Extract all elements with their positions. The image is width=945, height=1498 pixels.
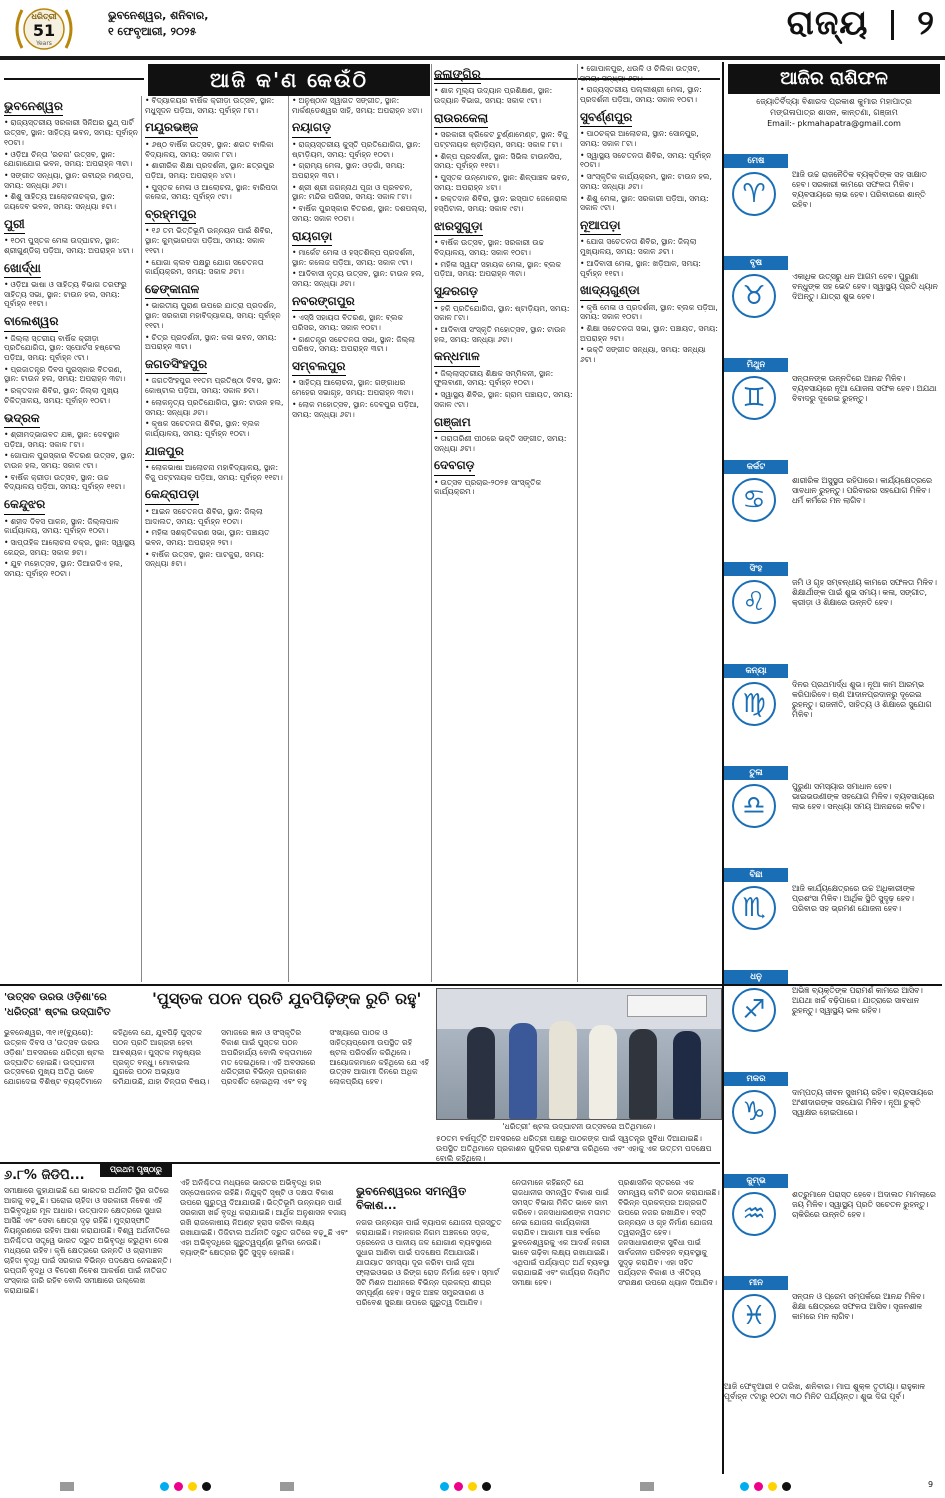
column-divider — [288, 96, 289, 982]
event-item: • ଆଦିବାସୀ ମେଳା, ସ୍ଥାନ: ଖଡ଼ିଆଳ, ସମୟ: ପୂର୍ବାହ୍ନ ୧୧ଟା। — [580, 259, 720, 278]
feature-kicker-line2: 'ଧରିତ୍ରୀ' ଷ୍ଟଲ ଉଦ୍‌ଘାଟିତ — [4, 1007, 111, 1018]
logo-name: ଧରିତ୍ରୀ — [31, 12, 57, 21]
event-item: • ଶ୍ରୀ ଶ୍ରୀ ଜଗନ୍ନାଥ ପୂଜା ଓ ପ୍ରବଚନ, ସ୍ଥାନ: ମନ୍ଦିର ପରିସର, ସମୟ: ସକାଳ ୮ଟା। — [292, 183, 428, 202]
gdp-headline: ୬.୮% ଜିଡିପି... — [4, 1168, 85, 1183]
zodiac-icon: ♍ — [732, 682, 776, 726]
event-item: • ଶହୀଦ ଦିବସ ପାଳନ, ସ୍ଥାନ: ଜିଲ୍ଲାପାଳ କାର୍ଯ୍ୟାଳୟ, ସମୟ: ପୂର୍ବାହ୍ନ ୧୦ଟା। — [4, 517, 138, 536]
event-item: • ତାରାତାରିଣୀ ପୀଠରେ ଭକ୍ତି ସଙ୍ଗୀତ, ସମୟ: ସନ୍ଧ୍ୟା ୬ଟା। — [434, 434, 574, 453]
horoscope-sign — [724, 154, 942, 252]
event-item: • ହକି ପ୍ରତିଯୋଗିତା, ସ୍ଥାନ: ଷ୍ଟାଡ଼ିୟମ, ସମୟ: ସକାଳ ୮ଟା। — [434, 304, 574, 323]
banner-rule-left — [4, 78, 144, 80]
event-item: • ବାର୍ଷିକ ପୁରସ୍କାର ବିତରଣ, ସ୍ଥାନ: ଦଶପଲ୍ଲା, ସମୟ: ସକାଳ ୧୦ଟା। — [292, 204, 428, 223]
page-marker: 9 — [928, 1480, 934, 1489]
event-item: • ମାର୍କେଟ ମେଳା ଓ ହସ୍ତଶିଳ୍ପ ପ୍ରଦର୍ଶନୀ, ସ୍ଥାନ: କଲେଜ ପଡ଼ିଆ, ସମୟ: ସକାଳ ୯ଟା। — [292, 248, 428, 267]
city-heading: ଭଦ୍ରକ — [4, 411, 40, 428]
city-heading: ନୟାଗଡ଼ — [292, 120, 331, 137]
city-heading: ବାଲେଶ୍ୱର — [4, 314, 58, 331]
event-item: • ଭାରତୀୟ ପୁରାଣ ଉପରେ ଯାତ୍ରା ପ୍ରଦର୍ଶନ, ସ୍ଥାନ: ସରକାରୀ ମହାବିଦ୍ୟାଳୟ, ସମୟ: ପୂର୍ବାହ୍ନ ୧୧ଟା। — [145, 301, 285, 330]
event-item: • ଶିଶୁ ମେଳା, ସ୍ଥାନ: ସରକାରୀ ପଡ଼ିଆ, ସମୟ: ସକାଳ ୯ଟା। — [580, 194, 720, 213]
city-heading: ମୟୂରଭଞ୍ଜ — [145, 120, 198, 137]
sign-forecast: ଜମି ଓ ଗୃହ ସମ୍ବନ୍ଧୀୟ କାମରେ ସଫଳତା ମିଳିବ। ଶିକ୍ଷାର୍ଥୀଙ୍କ ପାଇଁ ଶୁଭ ସମୟ। କଳା, ସଙ୍ଗୀତ, କ୍ରୀଡ଼ା ଓ ଶିକ୍ଷାରେ ଉନ୍ନତି ହେବ। — [792, 578, 937, 608]
feature-kicker — [4, 990, 152, 1024]
event-item: • ସ୍ୱାସ୍ଥ୍ୟ ଶିବିର, ସ୍ଥାନ: ଗ୍ରାମ ପଞ୍ଚାୟତ, ସମୟ: ସକାଳ ୯ଟା। — [434, 390, 574, 409]
city-heading: ବ୍ରହ୍ମପୁର — [145, 207, 196, 224]
sign-forecast: ଶାରୀରିକ ଅସୁସ୍ଥତା ରହିପାରେ। କାର୍ଯ୍ୟକ୍ଷେତ୍ରରେ ସାବଧାନ ରୁହନ୍ତୁ। ପରିବାରର ସହଯୋଗ ମିଳିବ। ଧର୍ମ କର୍ମରେ ମନ ଲାଗିବ। — [792, 476, 932, 506]
page-title — [785, 2, 935, 52]
horoscope-address: ମଙ୍ଗଳାପାତ୍ର ଶାସନ, କାନ୍ତଣା, ଗଞ୍ଜାମ — [770, 108, 898, 118]
horoscope-author: ଜ୍ୟୋତିର୍ବିଦ୍ୟା ବିଶାରଦ ପ୍ରକାଶ କୁମାର ମହାପାତ୍ର — [756, 97, 912, 106]
sign-name: ମୀନ — [724, 1276, 788, 1290]
dateline-date: ୧ ଫେବୃଆରୀ, ୨୦୨୫ — [108, 24, 197, 38]
sign-forecast: ସନ୍ତାନଙ୍କ ଉନ୍ନତିରେ ଆନନ୍ଦ ମିଳିବ। ବ୍ୟବସାୟରେ ନୂଆ ଯୋଜନା ସଫଳ ହେବ। ଅଯଥା ବିବାଦରୁ ଦୂରେଇ ରୁହନ୍ତୁ। — [792, 374, 937, 404]
horoscope-sign — [724, 664, 942, 762]
events-column-4 — [434, 64, 574, 982]
city-heading: ନୂଆପଡ଼ା — [580, 218, 621, 235]
event-item: • ଲୋକଭାଷା ଆଲୋଚନା ମହାବିଦ୍ୟାଳୟ, ସ୍ଥାନ: ବିଜୁ ପଟ୍ଟନାୟକ ପଡ଼ିଆ, ସମୟ: ପୂର୍ବାହ୍ନ ୧୧ଟା। — [145, 463, 285, 482]
event-item: • ପୁସ୍ତକ ମେଳା ଓ ଆଲୋଚନା, ସ୍ଥାନ: ବାରିପଦା କଲେଜ, ସମୟ: ପୂର୍ବାହ୍ନ ୯ଟା। — [145, 183, 285, 202]
city-heading: ଜଗତସିଂହପୁର — [145, 357, 207, 374]
event-item: • ଗୋପାଳପୁର, ଧଉଳି ଓ ଚିଲିକା ଉତ୍ସବ, ସମୟ: ସନ୍ଧ୍ୟା ୬ଟା। — [580, 64, 720, 83]
horoscope-sign — [724, 1276, 942, 1374]
event-item: • ଓଡ଼ିଆ ଚିନ୍ତା 'ରଚନା' ଉତ୍ସବ, ସ୍ଥାନ: ଯୋଗାଯୋଗ ଭବନ, ସମୟ: ଅପରାହ୍ନ ୩ଟା। — [4, 150, 138, 169]
bhubaneswar-story-col2: ନେତାମାନେ କହିଛନ୍ତି ଯେ ରାଜଧାନୀର ସମନ୍ୱିତ ବିକାଶ ପାଇଁ ସମସ୍ତ ବିଭାଗ ମିଳିତ ଭାବେ କାମ କରିବେ। ଜନସାଧାରଣଙ୍କ ମତାମତ ନେଇ ଯୋଜନା କାର୍ଯ୍ୟକାରୀ କରାଯିବ। ଆଗାମୀ ପାଞ୍ଚ ବର୍ଷରେ ଭୁବନେଶ୍ୱରକୁ ଏକ ଆଦର୍ଶ ନଗରୀ ଭାବେ ଗଢ଼ିବା ଲକ୍ଷ୍ୟ ରଖାଯାଇଛି। ଏଥିପାଇଁ ପର୍ଯ୍ୟାପ୍ତ ଅର୍ଥ ବ୍ୟବସ୍ଥା କରାଯାଇଛି ଏବଂ କାର୍ଯ୍ୟର ନିୟମିତ ସମୀକ୍ଷା ହେବ। — [512, 1178, 611, 1288]
event-item: • ଜିଲ୍ଲାସ୍ତରୀୟ ଶିକ୍ଷକ ସମ୍ମିଳନୀ, ସ୍ଥାନ: ଫୁଲବାଣୀ, ସମୟ: ପୂର୍ବାହ୍ନ ୧୦ଟା। — [434, 369, 574, 388]
bhubaneswar-story-col1: ନଗର ଉନ୍ନୟନ ପାଇଁ ବ୍ୟାପକ ଯୋଜନା ପ୍ରସ୍ତୁତ କରାଯାଇଛି। ମହାନଗର ନିଗମ ଅଞ୍ଚଳରେ ସଡ଼କ, ଡ୍ରେନେଜ ଓ ପାନୀୟ ଜଳ ଯୋଗାଣ ବ୍ୟବସ୍ଥାରେ ସୁଧାର ଆଣିବା ପାଇଁ ପଦକ୍ଷେପ ନିଆଯାଉଛି। ଯାତାୟାତ ସମସ୍ୟା ଦୂର କରିବା ପାଇଁ ନୂଆ ଫ୍ଲାଇଓଭର ଓ ରିଙ୍ଗ ରୋଡ ନିର୍ମାଣ ହେବ। ସ୍ମାର୍ଟ ସିଟି ମିଶନ ଅଧୀନରେ ବିଭିନ୍ନ ପ୍ରକଳ୍ପ ଶୀଘ୍ର ସମ୍ପୂର୍ଣ୍ଣ ହେବ। ସବୁଜ ଅଞ୍ଚଳ ସମ୍ପ୍ରସାରଣ ଓ ପରିବେଶ ସୁରକ୍ଷା ଉପରେ ଗୁରୁତ୍ୱ ଦିଆଯିବ। — [356, 1218, 502, 1308]
feature-photo-caption: 'ଧରିତ୍ରୀ' ଷ୍ଟଲ ଉଦ୍‌ଘାଟନୀ ଉତ୍ସବରେ ଅତିଥିମାନେ। — [502, 1122, 656, 1131]
logo-sub: Years — [36, 40, 52, 47]
horoscope-sign — [724, 1174, 942, 1272]
city-heading: ଖୋର୍ଦ୍ଧା — [4, 261, 41, 278]
dateline-place: ଭୁବନେଶ୍ୱର, ଶନିବାର, — [108, 9, 209, 22]
feature-photo — [436, 988, 722, 1120]
event-item: • କୃଷି ମେଳା ଓ ପ୍ରଦର୍ଶନୀ, ସ୍ଥାନ: ବ୍ଲକ ପଡ଼ିଆ, ସମୟ: ସକାଳ ୧୦ଟା। — [580, 303, 720, 322]
page-number: ୨ — [917, 3, 935, 43]
sign-forecast: ଆଜି ଉଚ୍ଚ ରାଜନୈତିକ ବ୍ୟକ୍ତିଙ୍କ ସହ ସାକ୍ଷାତ ହେବ। ସରକାରୀ କାମରେ ସଫଳତା ମିଳିବ। ବ୍ୟବସାୟରେ ଲାଭ ହେବ। ପରିବାରରେ ଶାନ୍ତି ରହିବ। — [792, 170, 927, 210]
logo-years: 51 — [32, 21, 56, 40]
event-item: • ରକ୍ତଦାନ ଶିବିର, ସ୍ଥାନ: ଜିଲ୍ଲା ମୁଖ୍ୟ ଚିକିତ୍ସାଳୟ, ସମୟ: ପୂର୍ବାହ୍ନ ୧୦ଟା। — [4, 386, 138, 405]
sign-forecast: ଏକାଧିକ ଉତ୍ସରୁ ଧନ ଆଗମ ହେବ। ପୁରୁଣା ବନ୍ଧୁଙ୍କ ସହ ଭେଟ ହେବ। ସ୍ୱାସ୍ଥ୍ୟ ପ୍ରତି ଧ୍ୟାନ ଦିଅନ୍ତୁ। ଯାତ୍ରା ଶୁଭ ହେବ। — [792, 272, 938, 302]
event-item: • ବିଦ୍ୟାଳୟର ବାର୍ଷିକ କ୍ରୀଡ଼ା ଉତ୍ସବ, ସ୍ଥାନ: ମଧୁସୂଦନ ପଡ଼ିଆ, ସମୟ: ପୂର୍ବାହ୍ନ ୮ଟା। — [145, 96, 285, 115]
sign-name: ମେଷ — [724, 154, 788, 168]
sign-forecast: ଶତ୍ରୁମାନେ ପରାସ୍ତ ହେବେ। ଅଦାଲତ ମାମଲାରେ ଜୟ ମିଳିବ। ସ୍ୱାସ୍ଥ୍ୟ ପ୍ରତି ସଚେତନ ରୁହନ୍ତୁ। ଚାକିରିରେ ଉନ୍ନତି ହେବ। — [792, 1190, 936, 1220]
event-item: • ବାର୍ଷିକ ଉତ୍ସବ, ସ୍ଥାନ: ପାଟକୁରା, ସମୟ: ସନ୍ଧ୍ୟା ୫ଟା। — [145, 550, 285, 569]
sign-name: ତୁଳା — [724, 766, 788, 780]
event-item: • ରକ୍ତଦାନ ଶିବିର, ସ୍ଥାନ: ଇସ୍ପାତ ଜେନେରାଲ ହସ୍ପିଟାଲ, ସମୟ: ସକାଳ ୯ଟା। — [434, 194, 574, 213]
sign-name: ମିଥୁନ — [724, 358, 788, 372]
zodiac-icon: ♎ — [732, 784, 776, 828]
gdp-story-col1: ସମୀକ୍ଷାରେ କୁହାଯାଇଛି ଯେ ଭାରତର ଅର୍ଥନୀତି ସ୍ଥିର ଗତିରେ ଆଗକୁ ବଢ଼ୁଛି। ଘରୋଇ ଚାହିଦା ଓ ସରକାରୀ ନିବେଶ ଏହି ଅଭିବୃଦ୍ଧିର ମୂଳ ଆଧାର। ଉତ୍ପାଦନ କ୍ଷେତ୍ରରେ ସୁଧାର ଆସିଛି ଏବଂ ସେବା କ୍ଷେତ୍ର ଦୃଢ଼ ରହିଛି। ମୁଦ୍ରାସ୍ଫୀତି ନିୟନ୍ତ୍ରଣରେ ରହିବା ଆଶା କରାଯାଉଛି। ବିଶ୍ୱ ଅର୍ଥନୀତିରେ ଅନିଶ୍ଚିତତା ସତ୍ତ୍ୱେ ଭାରତ ଦ୍ରୁତ ଅଭିବୃଦ୍ଧି କରୁଥିବା ଦେଶ ମଧ୍ୟରେ ରହିବ। କୃଷି କ୍ଷେତ୍ରରେ ଉନ୍ନତି ଓ ଗ୍ରାମାଞ୍ଚଳ ଚାହିଦା ବୃଦ୍ଧି ପାଇଁ ସରକାର ବିଭିନ୍ନ ପଦକ୍ଷେପ ନେଇଛନ୍ତି। ରପ୍ତାନି ବୃଦ୍ଧି ଓ ବିଦେଶୀ ନିବେଶ ଆକର୍ଷଣ ପାଇଁ ନୀତିଗତ ସଂସ୍କାର ଜାରି ରହିବ ବୋଲି ସମୀକ୍ଷାରେ ଉଲ୍ଲେଖ କରାଯାଇଛି। — [4, 1186, 172, 1296]
zodiac-icon: ♌ — [732, 580, 776, 624]
print-registration-marks — [0, 1478, 945, 1498]
city-heading: କେନ୍ଦ୍ରାପଡ଼ା — [145, 487, 199, 504]
sign-name: କୁମ୍ଭ — [724, 1174, 788, 1188]
city-heading: ଯାଜପୁର — [145, 444, 184, 461]
horoscope-sign — [724, 460, 942, 558]
event-item: • ପ୍ରଜାତନ୍ତ୍ର ଦିବସ ପୁରସ୍କାର ବିତରଣ, ସ୍ଥାନ: ଟାଉନ ହଲ, ସମୟ: ଅପରାହ୍ନ ୩ଟା। — [4, 365, 138, 384]
horoscope-sign — [724, 256, 942, 354]
zodiac-icon: ♒ — [732, 1192, 776, 1236]
masthead-logo — [8, 4, 80, 54]
sign-forecast: ଆଜି କାର୍ଯ୍ୟକ୍ଷେତ୍ରରେ ଉଚ୍ଚ ଅଧିକାରୀଙ୍କ ପ୍ରଶଂସା ମିଳିବ। ଆର୍ଥିକ ସ୍ଥିତି ସୁଦୃଢ଼ ହେବ। ପରିବାର ସହ ଭ୍ରମଣ ଯୋଜନା ହେବ। — [792, 884, 915, 914]
event-item: • ଆଦିବାସୀ ସଂସ୍କୃତି ମହୋତ୍ସବ, ସ୍ଥାନ: ଟାଉନ ହଲ, ସମୟ: ସନ୍ଧ୍ୟା ୬ଟା। — [434, 325, 574, 344]
horoscope-email: Email:- pkmahapatra@gmail.com — [767, 119, 901, 129]
sign-forecast: ଅଭିଜ୍ଞ ବ୍ୟକ୍ତିଙ୍କ ପରାମର୍ଶ କାମରେ ଆସିବ। ଅଯଥା ଖର୍ଚ୍ଚ ବଢ଼ିପାରେ। ଯାତ୍ରାରେ ସାବଧାନ ରୁହନ୍ତୁ। ସ୍ୱାସ୍ଥ୍ୟ ଭଲ ରହିବ। — [792, 986, 923, 1016]
sign-forecast: ସନ୍ତାନ ଓ ପ୍ରେମ ସମ୍ପର୍କରେ ଆନନ୍ଦ ମିଳିବ। ଶିକ୍ଷା କ୍ଷେତ୍ରରେ ସଫଳତା ଆସିବ। ସୃଜନଶୀଳ କାମରେ ମନ ଲାଗିବ। — [792, 1292, 925, 1322]
event-item: • ଗ୍ରାମ୍ୟ ମେଳା, ସ୍ଥାନ: ଓଡ଼ଗାଁ, ସମୟ: ଅପରାହ୍ନ ୩ଟା। — [292, 161, 428, 180]
event-item: • ୧୦ମ ପୁସ୍ତକ ମେଳା ଉଦ୍‌ଘାଟନ, ସ୍ଥାନ: ଶ୍ରୀଗୁଣ୍ଡିଚା ପଡ଼ିଆ, ସମୟ: ଅପରାହ୍ନ ୪ଟା। — [4, 236, 138, 255]
city-heading: ଢେଙ୍କାନାଳ — [145, 282, 199, 299]
column-divider — [577, 64, 578, 982]
event-item: • ଶ୍ରୀମଦ୍‌ଭାଗବତ ଯଜ୍ଞ, ସ୍ଥାନ: ଦେବସ୍ଥାନ ପଡ଼ିଆ, ସମୟ: ସକାଳ ୮ଟା। — [4, 430, 138, 449]
city-heading: ଭୁବନେଶ୍ୱର — [4, 99, 63, 116]
event-item: • ଶିକ୍ଷା ସଚେତନତା ସଭା, ସ୍ଥାନ: ପଞ୍ଚାୟତ, ସମୟ: ଅପରାହ୍ନ ୨ଟା। — [580, 324, 720, 343]
zodiac-icon: ♓ — [732, 1294, 776, 1338]
horoscope-sign — [724, 562, 942, 660]
event-item: • ଶାକ ମୂଲ୍ୟ ଉଦ୍ୟାନ ପ୍ରଶିକ୍ଷଣ, ସ୍ଥାନ: ଉଦ୍ୟାନ ବିଭାଗ, ସମୟ: ସକାଳ ୯ଟା। — [434, 86, 574, 105]
event-item: • ସ୍ୱାସ୍ଥ୍ୟ ସଚେତନତା ଶିବିର, ସମୟ: ପୂର୍ବାହ୍ନ ୧୦ଟା। — [580, 151, 720, 170]
event-item: • ଯୋଗ ସଚେତନତା ଶିବିର, ସ୍ଥାନ: ଜିଲ୍ଲା ମୁଖ୍ୟାଳୟ, ସମୟ: ସକାଳ ୬ଟା। — [580, 237, 720, 256]
event-item: • ରାଜ୍ୟସ୍ତରୀୟ କୁସ୍ତି ପ୍ରତିଯୋଗିତା, ସ୍ଥାନ: ଷ୍ଟାଡ଼ିୟମ, ସମୟ: ପୂର୍ବାହ୍ନ ୧୦ଟା। — [292, 140, 428, 159]
events-column-2 — [145, 96, 285, 982]
header-rule — [0, 56, 945, 60]
city-heading: ଜଳାଙ୍ଗିର — [434, 67, 481, 84]
event-item: • ସଙ୍ଗୀତ ସନ୍ଧ୍ୟା, ସ୍ଥାନ: ରବୀନ୍ଦ୍ର ମଣ୍ଡପ, ସମୟ: ସନ୍ଧ୍ୟା ୬ଟା। — [4, 171, 138, 190]
city-heading: ସମ୍ବଲପୁର — [292, 359, 346, 376]
city-heading: ଦେବଗଡ଼ — [434, 458, 475, 475]
sign-name: କର୍କଟ — [724, 460, 788, 474]
bhubaneswar-headline: ଭୁବନେଶ୍ୱରର ସମନ୍ୱିତ ବିକାଶ... — [356, 1184, 467, 1213]
feature-body: ଭୁବନେଶ୍ୱର, ୩୧।୧(ବ୍ୟୁରୋ): ଉତ୍କଳ ଦିବସ ଓ 'ଉତ୍ସବ ଉରଉ ଓଡ଼ିଶା' ଅବସରରେ ଧରିତ୍ରୀ ଷ୍ଟଲ ଉଦ୍‌ଘାଟିତ ହୋଇଛି। ଉଦ୍‌ଘାଟନୀ ଉତ୍ସବରେ ମୁଖ୍ୟ ଅତିଥି ଭାବେ ଯୋଗଦେଇ ବିଶିଷ୍ଟ ବ୍ୟକ୍ତିମାନେ କହିଥିଲେ ଯେ, ଯୁବପିଢ଼ି ପୁସ୍ତକ ପଠନ ପ୍ରତି ଆଗ୍ରହୀ ହେବା ଆବଶ୍ୟକ। ପୁସ୍ତକ ମନୁଷ୍ୟର ପ୍ରକୃତ ବନ୍ଧୁ। ମୋବାଇଲ ଯୁଗରେ ପଠନ ଅଭ୍ୟାସ କମିଯାଉଛି, ଯାହା ଚିନ୍ତାର ବିଷୟ। ସମାଜରେ ଜ୍ଞାନ ଓ ସଂସ୍କୃତିର ବିକାଶ ପାଇଁ ପୁସ୍ତକ ପଠନ ଅପରିହାର୍ଯ୍ୟ ବୋଲି ବକ୍ତାମାନେ ମତ ଦେଇଥିଲେ। ଏହି ଅବସରରେ ଧରିତ୍ରୀର ବିଭିନ୍ନ ପ୍ରକାଶନ ପ୍ରଦର୍ଶିତ ହୋଇଥିଲା ଏବଂ ବହୁ ସଂଖ୍ୟାରେ ପାଠକ ଓ ସାହିତ୍ୟପ୍ରେମୀ ଉପସ୍ଥିତ ରହି ଷ୍ଟଲ ପରିଦର୍ଶନ କରିଥିଲେ। ଆୟୋଜକମାନେ କହିଥିଲେ ଯେ ଏହି ଉତ୍ସବ ଆଗାମୀ ଦିନରେ ଅଧିକ ଲୋକପ୍ରିୟ ହେବ। — [4, 1028, 430, 1087]
bhubaneswar-story-col3: ପ୍ରଶାସନିକ ସ୍ତରରେ ଏକ ସମନ୍ୱୟ କମିଟି ଗଠନ କରାଯାଇଛି। ବିଭିନ୍ନ ପ୍ରକଳ୍ପର ଅଗ୍ରଗତି ଉପରେ ନଜର ରଖାଯିବ। ବସ୍ତି ଉନ୍ନୟନ ଓ ଗୃହ ନିର୍ମାଣ ଯୋଜନା ତ୍ୱରାନ୍ୱିତ ହେବ। ଜନସାଧାରଣଙ୍କ ସୁବିଧା ପାଇଁ ସାର୍ବଜନୀନ ପରିବହନ ବ୍ୟବସ୍ଥାକୁ ସୁଦୃଢ଼ କରାଯିବ। ଏହା ସହିତ ପର୍ଯ୍ୟଟନ ବିକାଶ ଓ ଐତିହ୍ୟ ସଂରକ୍ଷଣ ଉପରେ ଧ୍ୟାନ ଦିଆଯିବ। — [618, 1178, 720, 1288]
zodiac-icon: ♑ — [732, 1090, 776, 1134]
event-item: • ୬ଷ୍ଠ ବାର୍ଷିକ ଉତ୍ସବ, ସ୍ଥାନ: ଶରତ ବାଲିକା ବିଦ୍ୟାଳୟ, ସମୟ: ସକାଳ ୮ଟା। — [145, 140, 285, 159]
city-heading: କେନ୍ଦୁଝର — [4, 497, 45, 514]
event-item: • ଓଡ଼ିଆ ଭାଷା ଓ ସାହିତ୍ୟ ବିଭାଗ ତରଫରୁ ସାହିତ୍ୟ ସଭା, ସ୍ଥାନ: ଟାଉନ ହଲ, ସମୟ: ପୂର୍ବାହ୍ନ ୧୧ଟା। — [4, 280, 138, 309]
event-item: • ଅନୁଷ୍ଠାନ ସ୍ୱାଗତ ସଙ୍ଗୀତ, ସ୍ଥାନ: ମାର୍କଣ୍ଡେଶ୍ୱର ସାହି, ସମୟ: ଅପରାହ୍ନ ୪ଟା। — [292, 96, 428, 115]
horoscope-sign — [724, 358, 942, 456]
horoscope-footer: ଆଜି ଫେବୃଆରୀ ୧ ତାରିଖ, ଶନିବାର। ମାଘ ଶୁକ୍ଳ ତୃତୀୟା। ରାହୁକାଳ ପୂର୍ବାହ୍ନ ୯ଟାରୁ ୧୦ଟା ୩୦ ମିନିଟ ପର୍ଯ୍ୟନ୍ତ। ଶୁଭ ଦିଗ ପୂର୍ବ। — [724, 1382, 926, 1402]
event-item: • ଯୁବ ମହୋତ୍ସବ, ସ୍ଥାନ: ଡିଆରଡିଏ ହଲ, ସମୟ: ପୂର୍ବାହ୍ନ ୧୦ଟା। — [4, 559, 138, 578]
event-item: • ୧୬ ତମ ଭିତ୍ତିଭୂମି ଉନ୍ନୟନ ପାଇଁ ଶିବିର, ସ୍ଥାନ: କୁମ୍ଭାରପଦା ପଡ଼ିଆ, ସମୟ: ସକାଳ ୧୧ଟା। — [145, 226, 285, 255]
zodiac-icon: ♊ — [732, 376, 776, 420]
feature-kicker-line1: 'ଉତ୍ସବ ଉରଉ ଓଡ଼ିଶା'ରେ — [4, 992, 107, 1003]
event-item: • ସରକାରୀ କ୍ରିକେଟ ଟୁର୍ଣ୍ଣାମେଣ୍ଟ, ସ୍ଥାନ: ବିଜୁ ପଟ୍ଟନାୟକ ଷ୍ଟାଡ଼ିୟମ, ସମୟ: ସକାଳ ୮ଟା। — [434, 130, 574, 149]
event-item: • ଶିଳ୍ପ ପ୍ରଦର୍ଶନୀ, ସ୍ଥାନ: ସିଭିଲ ଟାଉନସିପ, ସମୟ: ପୂର୍ବାହ୍ନ ୧୧ଟା। — [434, 152, 574, 171]
event-item: • ଚିତ୍ର ପ୍ରଦର୍ଶନୀ, ସ୍ଥାନ: କଳା ଭବନ, ସମୟ: ଅପରାହ୍ନ ୩ଟା। — [145, 333, 285, 352]
sign-name: ମକର — [724, 1072, 788, 1086]
city-heading: ଗଞ୍ଜାମ — [434, 415, 471, 432]
city-heading: ସୁବର୍ଣ୍ଣପୁର — [580, 110, 632, 127]
city-heading: ରାଉରକେଲା — [434, 111, 488, 128]
city-heading: ପୁରୀ — [4, 217, 25, 234]
sign-name: କନ୍ୟା — [724, 664, 788, 678]
sign-name: ଧନୁ — [724, 970, 788, 984]
event-item: • ପୁସ୍ତକ ଉନ୍ମୋଚନ, ସ୍ଥାନ: ଶିଳ୍ପାଞ୍ଚଳ ଭବନ, ସମୟ: ଅପରାହ୍ନ ୪ଟା। — [434, 173, 574, 192]
city-heading: ସୁନ୍ଦରଗଡ଼ — [434, 284, 478, 301]
gdp-story-col2: ଏହି ଅନିଶ୍ଚିତତା ମଧ୍ୟରେ ଭାରତର ଅଭିବୃଦ୍ଧି ହାର ସନ୍ତୋଷଜନକ ରହିଛି। ନିଯୁକ୍ତି ସୃଷ୍ଟି ଓ ଦକ୍ଷତା ବିକାଶ ଉପରେ ଗୁରୁତ୍ୱ ଦିଆଯାଉଛି। ଭିତ୍ତିଭୂମି ଉନ୍ନୟନ ପାଇଁ ସରକାରୀ ଖର୍ଚ୍ଚ ବୃଦ୍ଧି କରାଯାଇଛି। ଆର୍ଥିକ ଅନୁଶାସନ ବଜାୟ ରଖି ରାଜକୋଷୀୟ ନିଅଣ୍ଟ ହ୍ରାସ କରିବା ଲକ୍ଷ୍ୟ ରଖାଯାଇଛି। ଡିଜିଟାଲ ଅର୍ଥନୀତି ଦ୍ରୁତ ଗତିରେ ବଢ଼ୁଛି ଏବଂ ଏହା ଅଭିବୃଦ୍ଧିରେ ଗୁରୁତ୍ୱପୂର୍ଣ୍ଣ ଭୂମିକା ନେଉଛି। ବ୍ୟାଙ୍କିଂ କ୍ଷେତ୍ରର ସ୍ଥିତି ସୁଦୃଢ଼ ହୋଇଛି। — [180, 1178, 348, 1258]
event-item: • ବାର୍ଷିକ କ୍ରୀଡ଼ା ଉତ୍ସବ, ସ୍ଥାନ: ଉଚ୍ଚ ବିଦ୍ୟାଳୟ ପଡ଼ିଆ, ସମୟ: ପୂର୍ବାହ୍ନ ୧୧ଟା। — [4, 473, 138, 492]
zodiac-icon: ♉ — [732, 274, 776, 318]
event-item: • ଭକ୍ତି ସଙ୍ଗୀତ ସନ୍ଧ୍ୟା, ସମୟ: ସନ୍ଧ୍ୟା ୬ଟା। — [580, 345, 720, 364]
sign-name: ବିଛା — [724, 868, 788, 882]
city-heading: ଖାଦ୍ୟଗୁଣ୍ଡା — [580, 283, 640, 300]
event-item: • ଗଣତନ୍ତ୍ର ସଚେତନତା ସଭା, ସ୍ଥାନ: ଜିଲ୍ଲା ପରିଷଦ, ସମୟ: ଅପରାହ୍ନ ୩ଟା। — [292, 335, 428, 354]
sign-forecast: ପୁରୁଣା ସମସ୍ୟାର ସମାଧାନ ହେବ। ଭାଇଭଉଣୀଙ୍କ ସହଯୋଗ ମିଳିବ। ବ୍ୟବସାୟରେ ଲାଭ ହେବ। ସନ୍ଧ୍ୟା ସମୟ ଆନନ୍ଦରେ କଟିବ। — [792, 782, 935, 812]
event-item: • ମହିଳା ସ୍ୱୟଂ ସହାୟକ ମେଳା, ସ୍ଥାନ: ବ୍ଲକ ପଡ଼ିଆ, ସମୟ: ଅପରାହ୍ନ ୩ଟା। — [434, 260, 574, 279]
horoscope-sign — [724, 766, 942, 864]
dateline — [108, 8, 268, 40]
sign-name: ସିଂହ — [724, 562, 788, 576]
column-divider — [141, 96, 142, 982]
event-item: • ଗୋପାଳ ପୁରସ୍କାର ବିତରଣ ଉତ୍ସବ, ସ୍ଥାନ: ଟାଉନ ହଲ, ସମୟ: ସକାଳ ୯ଟା। — [4, 451, 138, 470]
zodiac-icon: ♐ — [732, 988, 776, 1032]
event-item: • ସାଂସ୍କୃତିକ କାର୍ଯ୍ୟକ୍ରମ, ସ୍ଥାନ: ଟାଉନ ହଲ, ସମୟ: ସନ୍ଧ୍ୟା ୬ଟା। — [580, 172, 720, 191]
horoscope-sign — [724, 868, 942, 966]
events-column-1 — [4, 96, 138, 982]
city-heading: ଝାରସୁଗୁଡ଼ା — [434, 219, 483, 236]
zodiac-icon: ♏ — [732, 886, 776, 930]
continued-tag: ପ୍ରଥମ ପୃଷ୍ଠାରୁ — [100, 1163, 172, 1177]
event-item: • ଶିଶୁ ସାହିତ୍ୟ ଆଲୋଚନାଚକ୍ର, ସ୍ଥାନ: ଜୟଦେବ ଭବନ, ସମୟ: ସନ୍ଧ୍ୟା ୫ଟା। — [4, 192, 138, 211]
events-banner: ଆଜି କ'ଣ କେଉଁଠି — [148, 64, 430, 96]
column-divider — [431, 64, 432, 982]
event-item: • ଲୋକ ମହୋତ୍ସବ, ସ୍ଥାନ: ଦେବପୁର ପଡ଼ିଆ, ସମୟ: ସନ୍ଧ୍ୟା ୬ଟା। — [292, 400, 428, 419]
event-item: • ଶାରୀରିକ ଶିକ୍ଷା ପ୍ରଦର୍ଶନୀ, ସ୍ଥାନ: ଛତ୍ରପୁର ପଡ଼ିଆ, ସମୟ: ଅପରାହ୍ନ ୪ଟା। — [145, 161, 285, 180]
feature-headline: 'ପୁସ୍ତକ ପଠନ ପ୍ରତି ଯୁବପିଢ଼ିଙ୍କ ରୁଚି ରହୁ' — [152, 990, 422, 1008]
feature-photo-text: ୫୦ତମ ବର୍ଷପୂର୍ତ୍ତି ଅବସରରେ ଧରିତ୍ରୀ ପକ୍ଷରୁ ପାଠକଙ୍କ ପାଇଁ ସ୍ୱତନ୍ତ୍ର ସୁବିଧା ଦିଆଯାଇଛି। ଉପସ୍ଥିତ ଅତିଥିମାନେ ପ୍ରକାଶନ ଗୁଡ଼ିକର ପ୍ରଶଂସା କରିଥିଲେ ଏବଂ ଏହାକୁ ଏକ ଉତ୍ତମ ପଦକ୍ଷେପ ବୋଲି କହିଥିଲେ। — [436, 1134, 712, 1162]
horoscope-title: ଆଜିର ରାଶିଫଳ — [728, 64, 940, 94]
city-heading: ରାୟଗଡ଼ା — [292, 229, 332, 246]
event-item: • ଆଦିବାସୀ ନୃତ୍ୟ ଉତ୍ସବ, ସ୍ଥାନ: ଟାଉନ ହଲ, ସମୟ: ସନ୍ଧ୍ୟା ୬ଟା। — [292, 269, 428, 288]
sign-forecast: ଦାମ୍ପତ୍ୟ ଜୀବନ ସୁଖମୟ ରହିବ। ବ୍ୟବସାୟରେ ଅଂଶୀଦାରଙ୍କ ସହଯୋଗ ମିଳିବ। ନୂଆ ଚୁକ୍ତି ସ୍ୱାକ୍ଷର ହୋଇପାରେ। — [792, 1088, 934, 1118]
event-item: • ମହିଳା ସଶକ୍ତିକରଣ ସଭା, ସ୍ଥାନ: ପଞ୍ଚାୟତ ଭବନ, ସମୟ: ଅପରାହ୍ନ ୨ଟା। — [145, 528, 285, 547]
event-item: • ରାଜ୍ୟସ୍ତରୀୟ ସରକାରୀ ସିନିଅର ୟୁଥ୍ ପାର୍ଟି ଉତ୍ସବ, ସ୍ଥାନ: ସାହିତ୍ୟ ଭବନ, ସମୟ: ପୂର୍ବାହ୍ନ ୧୦ଟା। — [4, 118, 138, 147]
event-item: • କୃଷକ ସଚେତନତା ଶିବିର, ସ୍ଥାନ: ବ୍ଲକ କାର୍ଯ୍ୟାଳୟ, ସମୟ: ପୂର୍ବାହ୍ନ ୧୦ଟା। — [145, 419, 285, 438]
event-item: • ଉତ୍ସବ ପ୍ରଚାର-୨୦୨୫ ସାଂସ୍କୃତିକ କାର୍ଯ୍ୟକ୍ରମ। — [434, 478, 574, 497]
event-item: • ରାଜ୍ୟସ୍ତରୀୟ ପଲ୍ଲୀଶ୍ରୀ ମେଳା, ସ୍ଥାନ: ପ୍ରଦର୍ଶନୀ ପଡ଼ିଆ, ସମୟ: ସକାଳ ୧୦ଟା। — [580, 85, 720, 104]
event-item: • ବାର୍ଷିକ ଉତ୍ସବ, ସ୍ଥାନ: ସରକାରୀ ଉଚ୍ଚ ବିଦ୍ୟାଳୟ, ସମୟ: ସକାଳ ୧୦ଟା। — [434, 238, 574, 257]
event-item: • ଲୋକନୃତ୍ୟ ପ୍ରତିଯୋଗିତା, ସ୍ଥାନ: ଟାଉନ ହଲ, ସମୟ: ସନ୍ଧ୍ୟା ୬ଟା। — [145, 398, 285, 417]
event-item: • ସାପ୍ତାହିକ ଆଲୋଚନା ଚକ୍ର, ସ୍ଥାନ: ସ୍ୱାସ୍ଥ୍ୟ କେନ୍ଦ୍ର, ସମୟ: ସକାଳ ୭ଟା। — [4, 538, 138, 557]
sign-name: ବୃଷ — [724, 256, 788, 270]
horoscope-credit — [728, 96, 940, 130]
feature-rule — [0, 984, 942, 986]
event-item: • ପାଠଚକ୍ର ଆଲୋଚନା, ସ୍ଥାନ: ସୋନପୁର, ସମୟ: ସକାଳ ୮ଟା। — [580, 129, 720, 148]
event-item: • ଆଇନ ସଚେତନତା ଶିବିର, ସ୍ଥାନ: ଜିଲ୍ଲା ଆଦାଲତ, ସମୟ: ପୂର୍ବାହ୍ନ ୧୦ଟା। — [145, 507, 285, 526]
city-heading: କନ୍ଧମାଳ — [434, 349, 480, 366]
section-name: ରାଜ୍ୟ — [786, 3, 869, 43]
horoscope-sign — [724, 1072, 942, 1170]
event-item: • ଜଗତସିଂହପୁର ୧୧ତମ ପ୍ରତିଷ୍ଠା ଦିବସ, ସ୍ଥାନ: କୋଷ୍ଟାଲ ପଡ଼ିଆ, ସମୟ: ସକାଳ ୭ଟା। — [145, 376, 285, 395]
city-heading: ନବରଙ୍ଗପୁର — [292, 294, 355, 311]
sign-forecast: ଦିନର ପ୍ରଥମାର୍ଦ୍ଧ ଶୁଭ। ନୂଆ କାମ ଆରମ୍ଭ କରିପାରିବେ। ଋଣ ଆଦାନପ୍ରଦାନରୁ ଦୂରେଇ ରୁହନ୍ତୁ। ରାଜନୀତି, ସାହିତ୍ୟ ଓ ଶିକ୍ଷାରେ ସୁଯୋଗ ମିଳିବ। — [792, 680, 932, 720]
event-item: • ଏସ୍‌ସି ସହାୟତା ବିତରଣ, ସ୍ଥାନ: ବ୍ଲକ ପରିସର, ସମୟ: ସକାଳ ୧୦ଟା। — [292, 313, 428, 332]
event-item: • ସାହିତ୍ୟ ଆଲୋଚନା, ସ୍ଥାନ: ଗଙ୍ଗାଧର ମେହେର ସଭାଗୃହ, ସମୟ: ଅପରାହ୍ନ ୩ଟା। — [292, 378, 428, 397]
event-item: • ଜିଲ୍ଲା ସ୍ତରୀୟ ବାର୍ଷିକ କ୍ରୀଡ଼ା ପ୍ରତିଯୋଗିତା, ସ୍ଥାନ: ସ୍ପୋର୍ଟସ ହଷ୍ଟେଲ ପଡ଼ିଆ, ସମୟ: ପୂର୍ବାହ୍ନ ୯ଟା। — [4, 334, 138, 363]
events-column-5 — [580, 64, 720, 982]
event-item: • ଯୋଗା କ୍ଲବ ପକ୍ଷରୁ ଯୋଗ ସଚେତନତା କାର୍ଯ୍ୟକ୍ରମ, ସମୟ: ସକାଳ ୬ଟା। — [145, 258, 285, 277]
zodiac-icon: ♋ — [732, 478, 776, 522]
events-column-3 — [292, 96, 428, 982]
zodiac-icon: ♈ — [732, 172, 776, 216]
